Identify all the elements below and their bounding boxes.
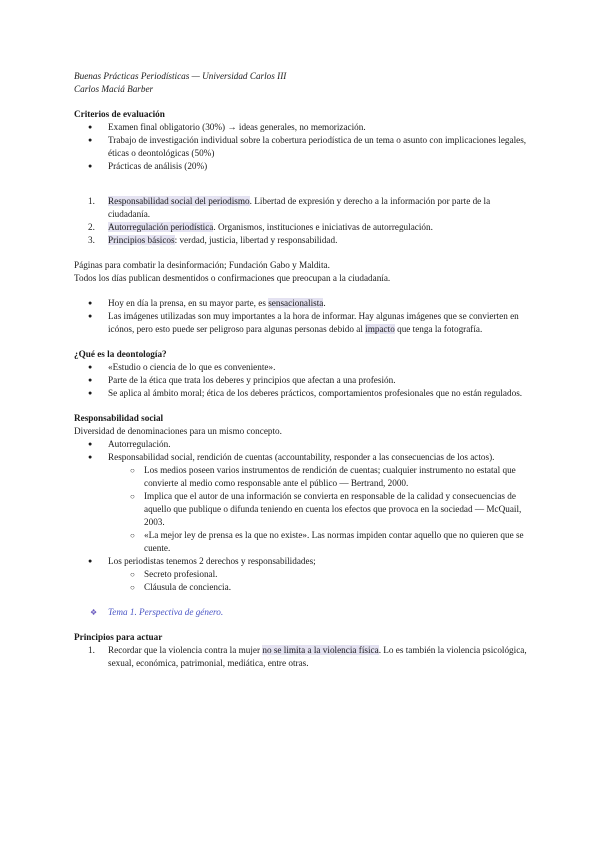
highlight: Autorregulación periodística bbox=[108, 222, 214, 232]
list-item: ● Las imágenes utilizadas son muy importantes a la hora de informar. Hay algunas imágenes que se convierten en icónos, pero esto puede ser peligroso para algunas personas debido al impacto que tenga la fotografía. bbox=[74, 310, 534, 336]
criterios-heading: Criterios de evaluación bbox=[74, 109, 165, 119]
sub-list-item: ○ «La mejor ley de prensa es la que no existe». Las normas impiden contar aquello que no quieren que se cuente. bbox=[74, 529, 534, 555]
desinformacion-line: Páginas para combatir la desinformación; Fundación Gabo y Maldita. bbox=[74, 260, 330, 270]
principios-heading: Principios para actuar bbox=[74, 632, 163, 642]
criterios-list bbox=[74, 121, 534, 173]
list-item: ● «Estudio o ciencia de lo que es conveniente». bbox=[74, 361, 534, 374]
list-item: ● Responsabilidad social, rendición de cuentas (accountability, responder a las consecuencias de los actos). bbox=[74, 451, 534, 464]
list-item: 1. Recordar que la violencia contra la mujer no se limita a la violencia física. Lo es también la violencia psicológica, sexual, económica, patrimonial, mediática, entre otras. bbox=[88, 645, 527, 668]
highlight: sensacionalista bbox=[268, 298, 324, 308]
responsabilidad-heading: Responsabilidad social bbox=[74, 413, 164, 423]
list-item: ● Hoy en día la prensa, en su mayor parte, es sensacionalista. bbox=[74, 297, 534, 310]
list-item: ● Parte de la ética que trata los deberes y principios que afectan a una profesión. bbox=[74, 374, 534, 387]
sub-list-item: ○ Implica que el autor de una información se convierta en responsable de la calidad y consecuencias de aquello que publique o difunda teniendo en cuenta los efectos que provoca en la sociedad — McQuail, 2003. bbox=[74, 490, 534, 529]
principios-list bbox=[74, 644, 534, 670]
list-item: ● Autorregulación. bbox=[74, 438, 534, 451]
highlight: Principios básicos bbox=[108, 235, 175, 245]
document-page bbox=[74, 70, 534, 670]
list-item: ● Prácticas de análisis (20%) bbox=[74, 160, 534, 173]
document-author: Carlos Maciá Barber bbox=[74, 84, 154, 94]
responsabilidad-list bbox=[74, 438, 534, 594]
highlight: impacto bbox=[365, 324, 395, 334]
prensa-list bbox=[74, 297, 534, 336]
temario-numbered-list bbox=[74, 195, 534, 247]
deontologia-heading: ¿Qué es la deontología? bbox=[74, 349, 167, 359]
sub-list-item: ○ Los medios poseen varios instrumentos de rendición de cuentas; cualquier instrumento no estatal que convierte al medio como responsable ante el público — Bertrand, 2000. bbox=[74, 464, 534, 490]
document-title: Buenas Prácticas Periodísticas — Universidad Carlos III bbox=[74, 71, 287, 81]
list-item: 2. Autorregulación periodística. Organismos, instituciones e iniciativas de autorregulación. bbox=[88, 222, 433, 232]
diamond-bullet-icon: ❖ bbox=[90, 608, 98, 617]
list-item: ● Examen final obligatorio (30%) → ideas generales, no memorización. bbox=[74, 121, 534, 134]
list-item: ● Se aplica al ámbito moral; ética de los deberes prácticos, comportamientos profesionales que no están regulados. bbox=[74, 387, 534, 400]
deontologia-list bbox=[74, 361, 534, 400]
responsabilidad-intro: Diversidad de denominaciones para un mismo concepto. bbox=[74, 426, 282, 436]
highlight: no se limita a la violencia física bbox=[262, 645, 379, 655]
desinformacion-line: Todos los días publican desmentidos o confirmaciones que preocupan a la ciudadanía. bbox=[74, 273, 391, 283]
tema-link[interactable]: ❖ Tema 1. Perspectiva de género. bbox=[90, 607, 224, 617]
list-item: 3. Principios básicos: verdad, justicia, libertad y responsabilidad. bbox=[88, 235, 338, 245]
list-item: 1. Responsabilidad social del periodismo. Libertad de expresión y derecho a la información por parte de la ciudadanía. bbox=[88, 196, 491, 219]
list-item: ● Los periodistas tenemos 2 derechos y responsabilidades; bbox=[74, 555, 534, 568]
sub-list-item: ○ Cláusula de conciencia. bbox=[74, 581, 534, 594]
list-item: ● Trabajo de investigación individual sobre la cobertura periodística de un tema o asunto con implicaciones legales, éticas o deontológicas (50%) bbox=[74, 134, 534, 160]
sub-list-item: ○ Secreto profesional. bbox=[74, 568, 534, 581]
highlight: Responsabilidad social del periodismo bbox=[108, 196, 250, 206]
